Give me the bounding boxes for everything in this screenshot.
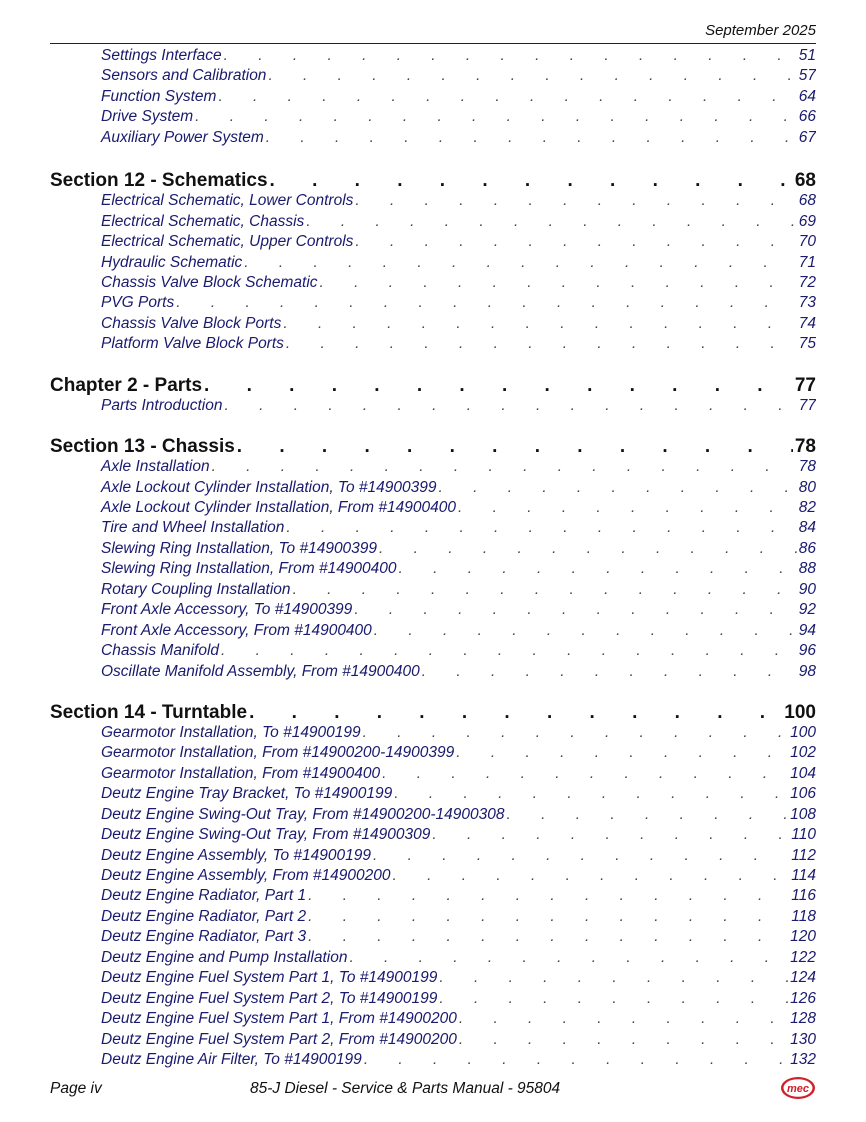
toc-entry-title: Section 13 - Chassis [50,436,235,458]
dot-leader [439,969,788,987]
toc-entry-page: 108 [790,805,816,823]
toc-entry-title: Front Axle Accessory, To #14900399 [101,601,353,619]
footer-manual-title: 85-J Diesel - Service & Parts Manual - 95804 [250,1080,561,1097]
toc-entry[interactable] [50,969,816,989]
toc-entry[interactable] [50,581,816,601]
toc-entry-title: Deutz Engine Radiator, Part 1 [101,887,307,905]
footer [50,1080,816,1102]
toc-entry-page: 71 [798,253,816,271]
toc-entry-title: Deutz Engine Assembly, To #14900199 [101,846,371,864]
toc-entry[interactable] [50,499,816,519]
dot-leader [393,867,790,885]
toc-entry-page: 102 [790,744,816,762]
toc-entry-title: Parts Introduction [101,396,223,414]
dot-leader [286,335,797,353]
toc-entry[interactable] [50,826,816,846]
toc-entry[interactable] [50,724,816,744]
toc-entry[interactable] [50,67,816,87]
toc-entry-page: 104 [790,764,816,782]
toc-entry[interactable] [50,294,816,314]
dot-leader [286,519,796,537]
toc-entry-title: Electrical Schematic, Lower Controls [101,192,354,210]
toc-entry-page: 86 [798,539,816,557]
dot-leader [204,375,793,397]
toc-entry-title: Gearmotor Installation, From #14900200-14900399 [101,744,455,762]
header-date: September 2025 [705,22,816,39]
toc-entry[interactable] [50,990,816,1010]
toc-entry-title: Chassis Valve Block Schematic [101,273,318,291]
dot-leader [224,47,797,65]
toc-entry-title: Deutz Engine Radiator, Part 3 [101,928,307,946]
dot-leader [399,560,797,578]
toc-entry-title: Chassis Manifold [101,642,220,660]
toc-entry-title: Gearmotor Installation, From #14900400 [101,764,381,782]
toc-entry[interactable] [50,663,816,683]
dot-leader [283,315,796,333]
dot-leader [237,436,793,458]
dot-leader [374,622,797,640]
dot-leader [349,949,788,967]
toc-entry-page: 100 [790,723,816,741]
toc-entry-page: 68 [794,170,816,192]
toc-entry-title: Deutz Engine Swing-Out Tray, From #14900309 [101,826,431,844]
toc-entry[interactable] [50,1010,816,1030]
toc-entry-title: Drive System [101,108,194,126]
toc-entry-title: Slewing Ring Installation, From #14900400 [101,560,397,578]
toc-entry-page: 77 [794,374,816,396]
dot-leader [308,928,788,946]
dot-leader [422,663,797,681]
toc-entry-title: Deutz Engine Swing-Out Tray, From #14900200-14900308 [101,805,505,823]
toc-entry-title: Section 12 - Schematics [50,170,268,192]
toc-entry-page: 116 [791,887,816,905]
toc-entry-title: Axle Lockout Cylinder Installation, From #14900400 [101,499,456,516]
dot-leader [244,254,796,272]
dot-leader [439,990,788,1008]
toc-entry[interactable] [50,540,816,560]
toc-entry-title: Sensors and Calibration [101,67,267,85]
toc-entry[interactable] [50,335,816,355]
toc-entry-page: 96 [798,642,816,660]
toc-entry-title: Rotary Coupling Installation [101,580,291,598]
toc-entry[interactable] [50,908,816,928]
toc-entry[interactable] [50,601,816,621]
toc-entry[interactable] [50,949,816,969]
toc-entry[interactable] [50,233,816,253]
toc-entry[interactable] [50,213,816,233]
toc-entry[interactable] [50,560,816,580]
toc-entry-page: 78 [798,458,816,476]
toc-entry[interactable] [50,847,816,867]
header-rule [50,43,816,44]
toc-entry[interactable] [50,785,816,805]
toc-entry-page: 57 [798,67,816,85]
toc-entry-page: 130 [790,1030,816,1048]
dot-leader [306,213,796,231]
dot-leader [507,806,789,824]
dot-leader [249,702,782,724]
toc-entry-page: 77 [798,396,816,414]
toc-entry-page: 124 [790,969,816,987]
toc-entry-page: 106 [790,785,816,803]
toc-entry[interactable] [50,108,816,128]
dot-leader [363,724,788,742]
dot-leader [459,1010,788,1028]
toc-entry[interactable] [50,397,816,417]
toc-entry-page: 68 [798,192,816,210]
toc-entry[interactable] [50,765,816,785]
toc-entry-title: Axle Lockout Cylinder Installation, To #14900399 [101,478,437,496]
toc-entry[interactable] [50,887,816,907]
dot-leader [212,458,797,476]
toc-entry-page: 114 [791,867,816,884]
dot-leader [218,88,796,106]
dot-leader [373,847,789,865]
toc-entry-page: 66 [798,108,816,126]
toc-entry-title: Deutz Engine Fuel System Part 1, From #14900200 [101,1010,457,1028]
toc-entry-page: 84 [798,519,816,537]
toc-entry[interactable] [50,47,816,67]
toc-entry-title: Oscillate Manifold Assembly, From #14900400 [101,662,420,680]
dot-leader [382,765,788,783]
toc-entry-page: 69 [798,212,816,230]
toc-entry-title: Deutz Engine Air Filter, To #14900199 [101,1050,362,1068]
toc-section-heading[interactable] [50,436,816,458]
dot-leader [394,785,788,803]
toc-entry-page: 112 [791,846,816,864]
toc-entry-page: 126 [790,989,816,1007]
toc-entry-title: Deutz Engine Fuel System Part 1, To #14900199 [101,969,438,987]
toc-entry-page: 51 [798,47,816,64]
toc-entry[interactable] [50,519,816,539]
toc-entry-title: Function System [101,87,217,105]
toc-entry-title: Deutz Engine Radiator, Part 2 [101,907,307,925]
dot-leader [456,744,788,762]
dot-leader [432,826,789,844]
toc-entry-page: 78 [794,436,816,458]
toc-entry-title: Gearmotor Installation, To #14900199 [101,723,361,741]
dot-leader [195,108,797,126]
toc-entry-page: 73 [798,294,816,312]
toc-entry[interactable] [50,88,816,108]
toc-entry-page: 64 [798,87,816,105]
toc-entry-page: 94 [798,621,816,639]
toc-entry-title: Chapter 2 - Parts [50,374,203,396]
toc-entry-page: 70 [798,233,816,251]
toc-entry-page: 67 [798,128,816,146]
toc-entry-title: Chassis Valve Block Ports [101,314,282,332]
dot-leader [270,170,793,192]
toc-entry[interactable] [50,928,816,948]
toc-entry[interactable] [50,642,816,662]
toc-entry[interactable] [50,1051,816,1071]
toc-entry[interactable] [50,458,816,478]
toc-entry-page: 90 [798,580,816,598]
dot-leader [308,887,789,905]
toc-entry-title: Deutz Engine Tray Bracket, To #14900199 [101,785,393,803]
toc-entry-page: 118 [791,907,816,925]
toc-entry-page: 132 [790,1050,816,1068]
toc-entry-title: Slewing Ring Installation, To #14900399 [101,539,378,557]
toc-entry[interactable] [50,254,816,274]
toc-entry-title: Electrical Schematic, Chassis [101,212,305,230]
toc-entry-page: 128 [790,1010,816,1028]
footer-page-number: Page iv [50,1080,102,1097]
dot-leader [459,1031,788,1049]
dot-leader [176,294,797,312]
toc-entry-page: 92 [798,601,816,619]
toc-entry-title: Settings Interface [101,47,222,64]
toc-entry-title: Deutz Engine Assembly, From #14900200 [101,867,391,884]
dot-leader [355,192,796,210]
toc-entry-page: 72 [798,273,816,291]
toc-entry[interactable] [50,867,816,887]
dot-leader [458,499,797,517]
toc-section-heading[interactable] [50,375,816,397]
dot-leader [438,479,796,497]
table-of-contents [50,47,816,1071]
dot-leader [354,601,796,619]
toc-entry-title: Electrical Schematic, Upper Controls [101,233,354,251]
toc-entry-title: Tire and Wheel Installation [101,519,285,537]
toc-entry[interactable] [50,622,816,642]
toc-entry-title: Deutz Engine Fuel System Part 2, To #14900199 [101,989,438,1007]
toc-entry-page: 98 [798,662,816,680]
dot-leader [266,129,797,147]
toc-entry-page: 120 [790,928,816,946]
toc-entry-page: 110 [791,826,816,844]
toc-entry-title: Platform Valve Block Ports [101,335,284,353]
dot-leader [224,397,796,415]
toc-entry-title: Deutz Engine Fuel System Part 2, From #14900200 [101,1030,457,1048]
toc-entry-title: PVG Ports [101,294,175,312]
toc-entry-title: Hydraulic Schematic [101,253,243,271]
dot-leader [308,908,789,926]
toc-entry-page: 100 [784,701,816,723]
toc-entry-title: Auxiliary Power System [101,128,264,146]
toc-entry-title: Section 14 - Turntable [50,701,248,723]
mec-logo-icon [780,1076,816,1100]
toc-entry-page: 122 [790,948,816,966]
dot-leader [221,642,797,660]
toc-entry-title: Front Axle Accessory, From #14900400 [101,621,372,639]
toc-entry[interactable] [50,274,816,294]
dot-leader [293,581,797,599]
svg-text:mec: mec [786,1083,810,1095]
toc-section-heading[interactable] [50,170,816,192]
toc-entry[interactable] [50,129,816,149]
dot-leader [379,540,797,558]
dot-leader [320,274,797,292]
toc-entry[interactable] [50,479,816,499]
dot-leader [364,1051,788,1069]
toc-entry-page: 80 [798,478,816,496]
toc-entry-page: 82 [798,499,816,516]
toc-entry-page: 75 [798,335,816,353]
toc-entry[interactable] [50,744,816,764]
toc-entry[interactable] [50,1031,816,1051]
toc-entry[interactable] [50,315,816,335]
toc-entry-page: 74 [798,314,816,332]
toc-entry[interactable] [50,806,816,826]
toc-entry-page: 88 [798,560,816,578]
toc-entry[interactable] [50,192,816,212]
dot-leader [268,67,796,85]
toc-entry-title: Axle Installation [101,458,210,476]
toc-section-heading[interactable] [50,702,816,724]
dot-leader [355,233,796,251]
toc-entry-title: Deutz Engine and Pump Installation [101,948,348,966]
